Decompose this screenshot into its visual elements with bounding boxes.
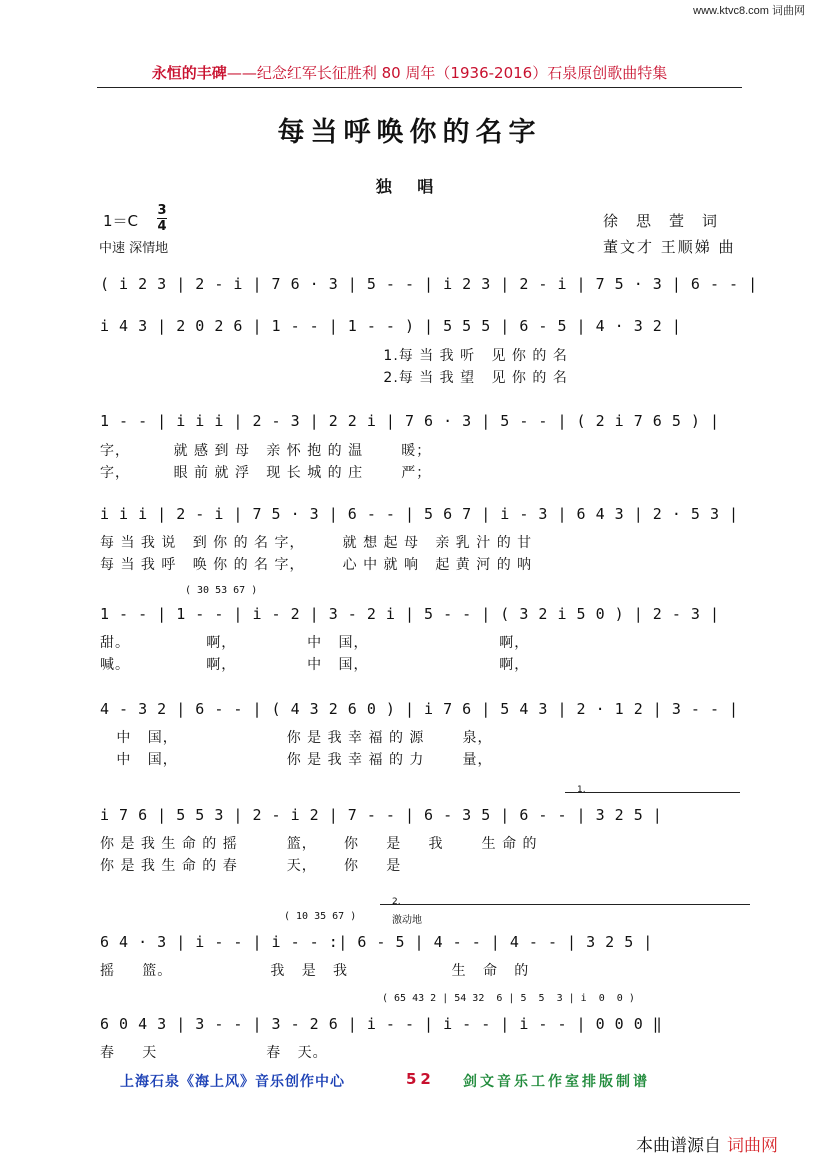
site-url[interactable]: www.ktvc8.com 词曲网 <box>693 5 805 17</box>
lyricist-credit: 徐思萱词 <box>603 212 736 230</box>
lyric-verse-1: 甜。 啊， 中 国， 啊， <box>100 635 530 651</box>
key-signature: 1＝C <box>103 212 139 230</box>
lyric-verse-1: 字， 就 感 到 母 亲 怀 抱 的 温 暖； <box>100 443 432 459</box>
lyric-verse-2: 你 是 我 生 命 的 春 天， 你 是 <box>100 858 402 874</box>
series-main-title: 永恒的丰碑 <box>151 64 227 82</box>
page-number: 52 <box>406 1070 435 1088</box>
notes-line: 4 - 3 2 | 6 - - | ( 4 3 2 6 0 ) | i 7 6 | 5 4 3 | 2 · 1 2 | 3 - - | <box>100 700 739 718</box>
song-title: 每当呼唤你的名字 <box>277 117 542 148</box>
lyric-verse-2: 2.每 当 我 望 见 你 的 名 <box>100 370 568 386</box>
second-ending-bracket <box>380 904 750 905</box>
lyric-verse-2: 中 国， 你 是 我 幸 福 的 力 量， <box>100 752 493 768</box>
lyric-verse-2: 喊。 啊， 中 国， 啊， <box>100 657 530 673</box>
notes-line: ( i 2 3 | 2 - i | 7 6 · 3 | 5 - - | i 2 3 | 2 - i | 7 5 · 3 | 6 - - | <box>100 275 758 293</box>
series-banner <box>0 62 819 83</box>
watermark <box>636 1131 778 1156</box>
lyric-verse-1: 1.每 当 我 听 见 你 的 名 <box>100 348 568 364</box>
first-ending-label: 1. <box>577 785 586 795</box>
notes-line: i 7 6 | 5 5 3 | 2 - i 2 | 7 - - | 6 - 3 5 | 6 - - | 3 2 5 | <box>100 806 663 824</box>
first-ending-bracket <box>565 792 740 793</box>
song-subtitle: 独 唱 <box>375 177 444 196</box>
notes-line: 6 0 4 3 | 3 - - | 3 - 2 6 | i - - | i - - | i - - | 0 0 0 ‖ <box>100 1015 663 1033</box>
header-rule <box>97 87 742 88</box>
aux-notes: ( 10 35 67 ) <box>284 911 357 922</box>
lyric-verse-1: 每 当 我 说 到 你 的 名 字， 就 想 起 母 亲 乳 汁 的 甘 <box>100 535 533 551</box>
notes-line: 6 4 · 3 | i - - | i - - :| 6 - 5 | 4 - - | 4 - - | 3 2 5 | <box>100 933 653 951</box>
tempo-marking: 中速 深情地 <box>99 241 169 256</box>
time-sig-bottom: 4 <box>157 219 167 234</box>
composer-credit: 董文才 王顺娣 曲 <box>603 238 736 256</box>
footer-studio: 剑文音乐工作室排版制谱 <box>463 1074 650 1090</box>
notes-line: 1 - - | 1 - - | i - 2 | 3 - 2 i | 5 - - | ( 3 2 i 5 0 ) | 2 - 3 | <box>100 605 720 623</box>
second-ending-label: 2. <box>392 897 401 907</box>
watermark-text: 本曲谱源自 <box>636 1136 721 1156</box>
expression-marking: 激动地 <box>392 915 422 926</box>
time-sig-top: 3 <box>157 203 167 218</box>
time-signature <box>157 204 167 233</box>
footer-center-name: 上海石泉《海上风》音乐创作中心 <box>120 1074 345 1090</box>
aux-notes: ( 30 53 67 ) <box>185 585 258 596</box>
lyric-verse-1: 你 是 我 生 命 的 摇 篮， 你 是 我 生 命 的 <box>100 836 538 852</box>
notes-line: i 4 3 | 2 0 2 6 | 1 - - | 1 - - ) | 5 5 5 | 6 - 5 | 4 · 3 2 | <box>100 317 682 335</box>
lyric-verse-1: 中 国， 你 是 我 幸 福 的 源 泉， <box>100 730 493 746</box>
notes-line: i i i | 2 - i | 7 5 · 3 | 6 - - | 5 6 7 | i - 3 | 6 4 3 | 2 · 5 3 | <box>100 505 739 523</box>
lyric-verse-1: 春 天 春 天。 <box>100 1045 328 1061</box>
lyric-verse-2: 每 当 我 呼 唤 你 的 名 字， 心 中 就 响 起 黄 河 的 呐 <box>100 557 533 573</box>
series-subtitle: ——纪念红军长征胜利 80 周年（1936-2016）石泉原创歌曲特集 <box>226 64 668 82</box>
watermark-brand[interactable]: 词曲网 <box>727 1136 778 1156</box>
notes-line: 1 - - | i i i | 2 - 3 | 2 2 i | 7 6 · 3 | 5 - - | ( 2 i 7 6 5 ) | <box>100 412 720 430</box>
aux-notes: ( 65 43 2 | 54 32 6 | 5 5 3 | i 0 0 ) <box>382 993 635 1004</box>
lyric-verse-2: 字， 眼 前 就 浮 现 长 城 的 庄 严； <box>100 465 432 481</box>
lyric-verse-1: 摇 篮。 我 是 我 生 命 的 <box>100 963 530 979</box>
